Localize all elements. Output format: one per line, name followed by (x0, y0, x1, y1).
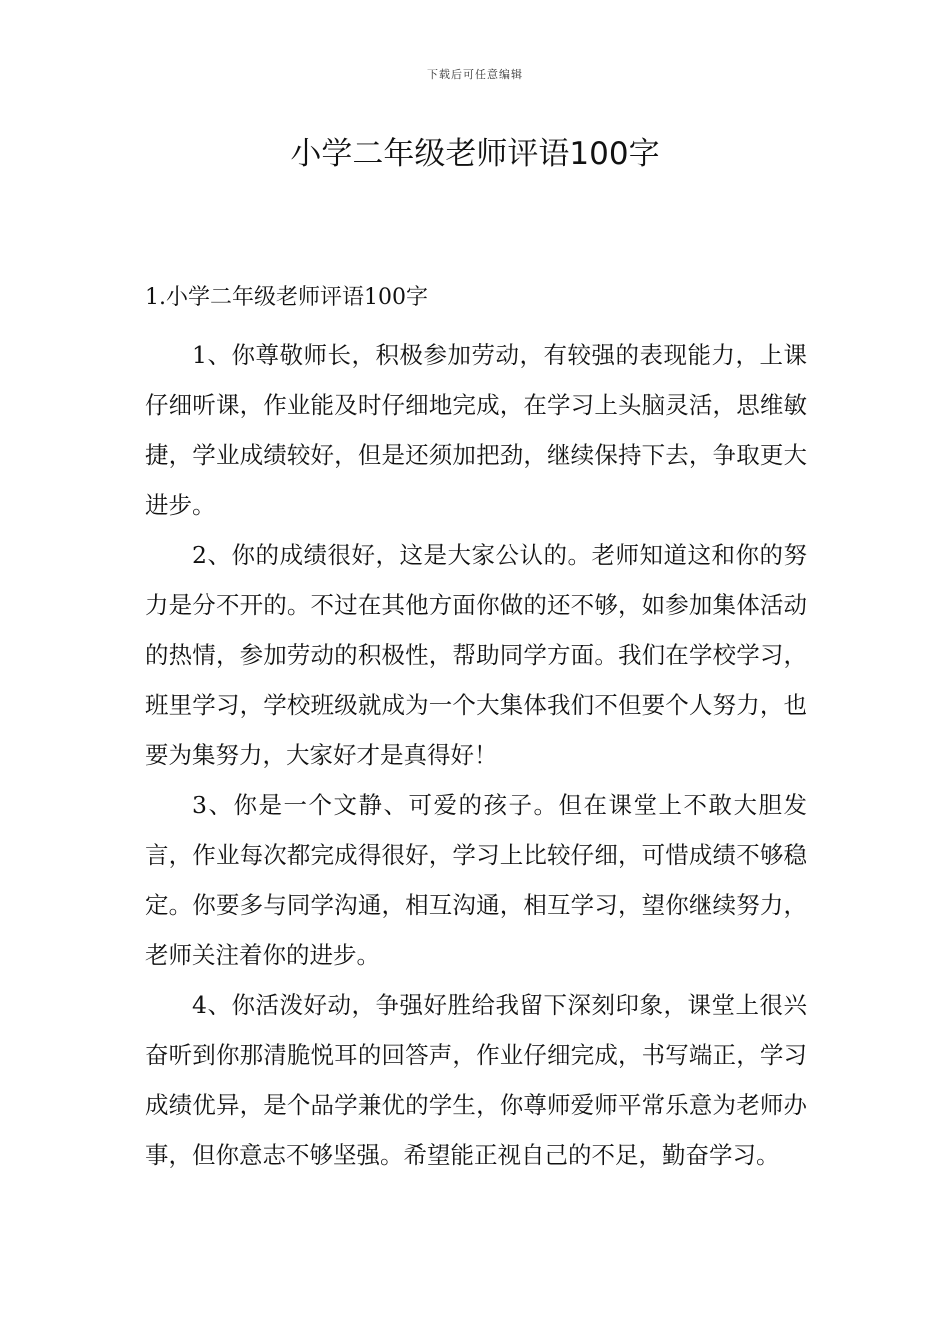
header-note: 下载后可任意编辑 (427, 68, 523, 81)
comment-paragraph-2: 2、你的成绩很好，这是大家公认的。老师知道这和你的努力是分不开的。不过在其他方面你做的还不够，如参加集体活动的热情，参加劳动的积极性，帮助同学方面。我们在学校学习，班里学习，学校班级就成为一个大集体我们不但要个人努力，也要为集努力，大家好才是真得好！ (145, 541, 807, 769)
comment-paragraph-1: 1、你尊敬师长，积极参加劳动，有较强的表现能力，上课仔细听课，作业能及时仔细地完成，在学习上头脑灵活，思维敏捷，学业成绩较好，但是还须加把劲，继续保持下去，争取更大进步。 (145, 341, 807, 519)
section-heading: 1.小学二年级老师评语100字 (145, 285, 428, 310)
document-body (145, 280, 807, 1180)
document-title: 小学二年级老师评语100字 (290, 136, 660, 172)
comment-paragraph-4: 4、你活泼好动，争强好胜给我留下深刻印象，课堂上很兴奋听到你那清脆悦耳的回答声，作业仔细完成，书写端正，学习成绩优异，是个品学兼优的学生，你尊师爱师平常乐意为老师办事，但你意志不够坚强。希望能正视自己的不足，勤奋学习。 (145, 991, 807, 1169)
comment-paragraph-3: 3、你是一个文静、可爱的孩子。但在课堂上不敢大胆发言，作业每次都完成得很好，学习上比较仔细，可惜成绩不够稳定。你要多与同学沟通，相互沟通，相互学习，望你继续努力，老师关注着你的进步。 (145, 791, 807, 969)
